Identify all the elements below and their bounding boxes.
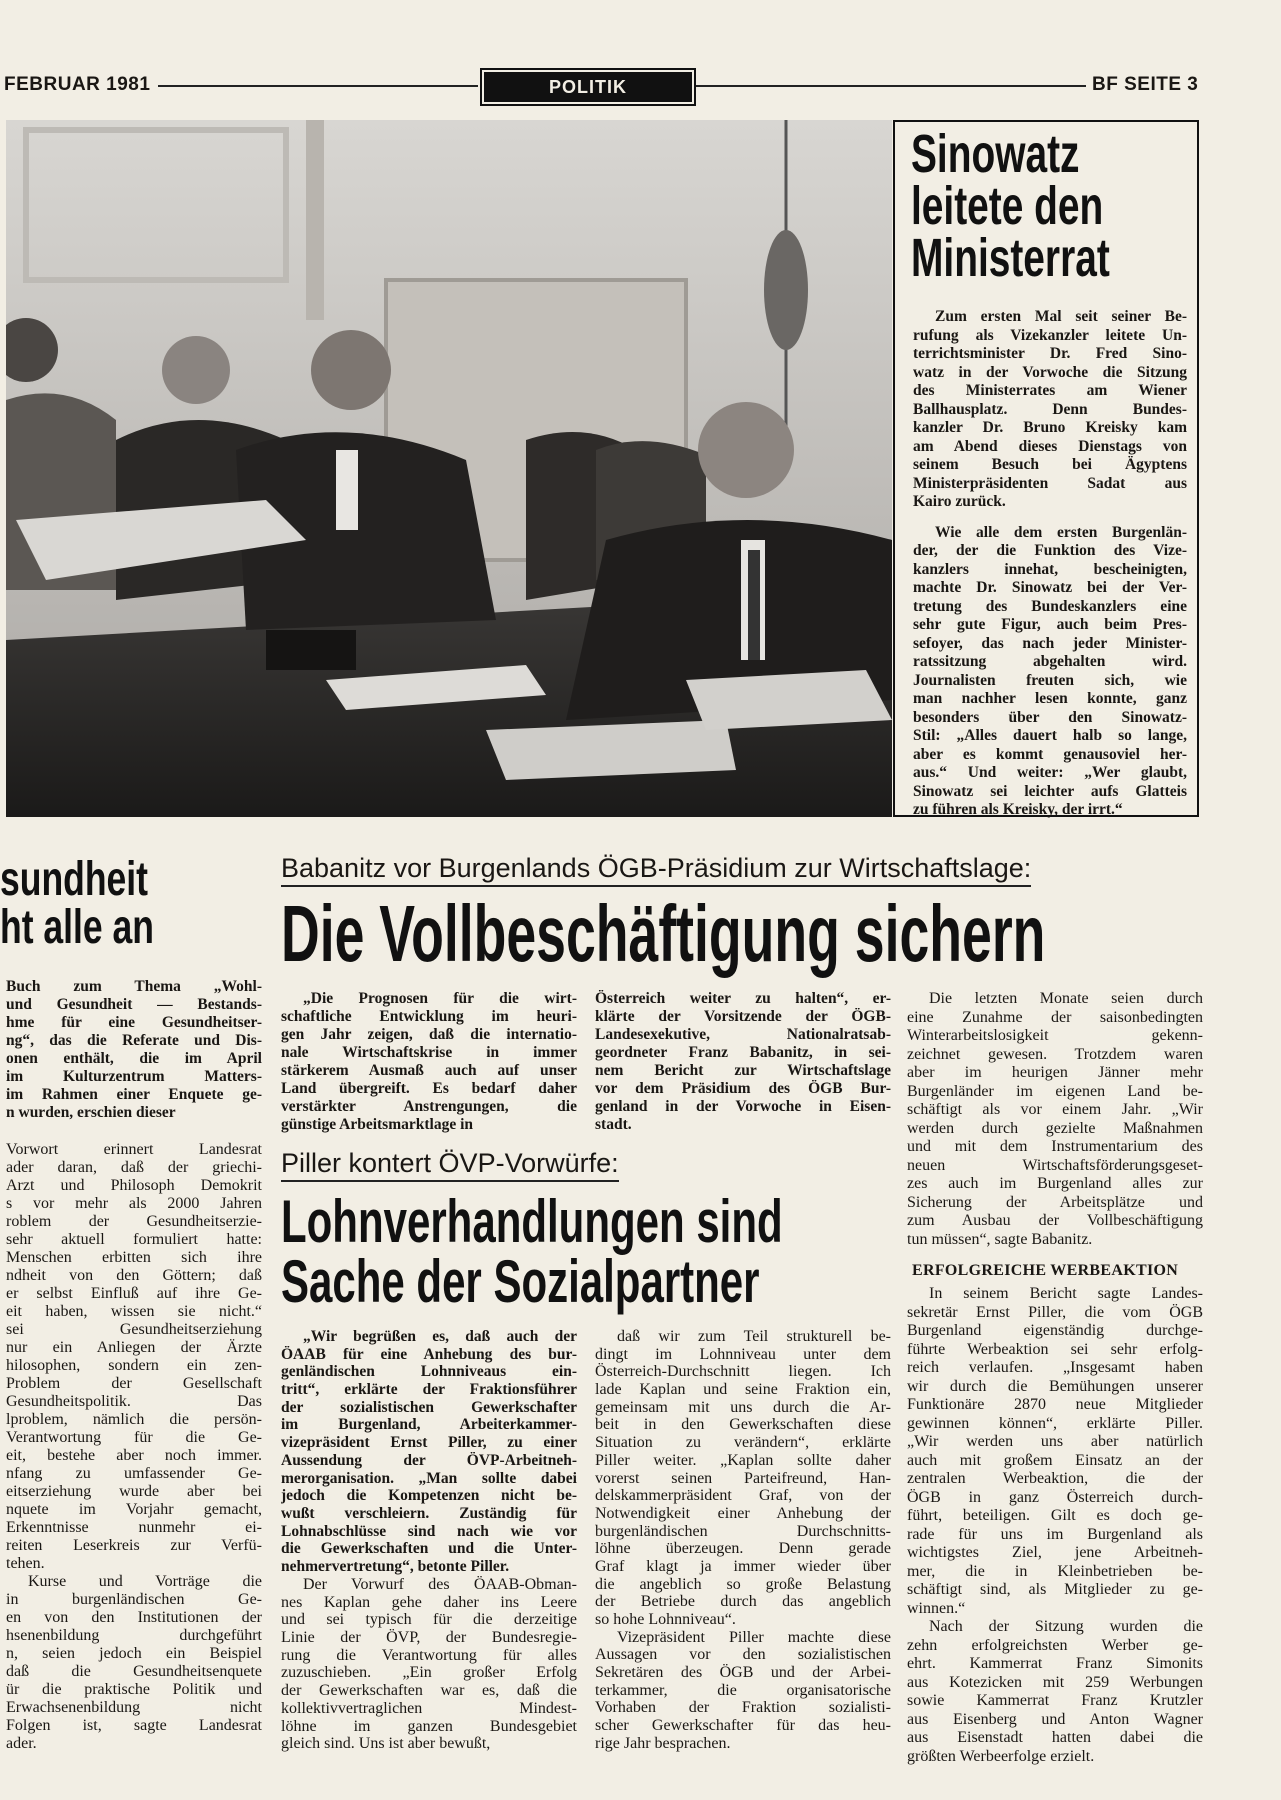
text-line: sefoyer, das nach jeder Minister- <box>913 634 1187 652</box>
text-line: tritt“, erklärte der Fraktionsführer <box>281 1381 577 1399</box>
text-line: wußt verschleiern. Zuständig für <box>281 1504 577 1522</box>
text-line: sehr aktuell formuliert hatte: <box>6 1231 262 1248</box>
text-line: Der Vorwurf des ÖAAB-Obman- <box>303 1576 577 1593</box>
text-line: aus.“ Und weiter: „Wer glaubt, <box>913 764 1187 781</box>
text-line: mer, die in Kleinbetrieben be- <box>907 1562 1203 1580</box>
text-line: kanzler Dr. Bruno Kreisky kam <box>913 419 1187 436</box>
text-line: jedoch die Kompetenzen nicht be- <box>281 1487 577 1505</box>
babanitz-kicker: Babanitz vor Burgenlands ÖGB-Präsidium zur Wirtschaftslage: <box>281 853 1031 887</box>
text-line: Notwendigkeit einer Anhebung der <box>595 1504 891 1522</box>
text-line: onen enthält, die im April <box>6 1050 262 1067</box>
text-line: aber im heurigen Jänner mehr <box>907 1064 1203 1081</box>
text-line: genland in der Vorwoche in Eisen- <box>595 1098 891 1115</box>
text-line: Aussendung der ÖVP-Arbeitneh- <box>281 1451 577 1469</box>
text-line: sekretär Ernst Piller, die vom ÖGB <box>907 1303 1203 1321</box>
paragraph <box>913 524 1187 820</box>
text-line: Gesundheitspolitik. Das <box>6 1393 262 1410</box>
text-line: scher Gewerkschafter für das heu- <box>595 1717 891 1735</box>
section-label <box>480 68 696 106</box>
text-line: sehr gute Figur, auch beim Pres- <box>913 616 1187 633</box>
sidebar-headline-line: Ministerrat <box>911 228 1110 288</box>
text-line: wichtigstes Ziel, jene Arbeitneh- <box>907 1544 1203 1561</box>
text-line: Graf klagt ja immer wieder über <box>595 1557 891 1575</box>
text-line: aus Eisenstadt hatten dabei die <box>907 1729 1203 1746</box>
text-line: des Ministerrates am Wiener <box>913 382 1187 399</box>
text-line: machte Dr. Sinowatz bei der Ver- <box>913 579 1187 596</box>
text-line: Wie alle dem ersten Burgenlän- <box>935 523 1187 541</box>
text-line: reich verlaufen. „Insgesamt haben <box>907 1359 1203 1376</box>
text-line: rung die Verantwortung für alles <box>281 1646 577 1664</box>
text-line: löhne überzeugen. Denn gerade <box>595 1540 891 1558</box>
text-line: im Rahmen einer Enquete ge- <box>6 1086 262 1103</box>
text-line: watz in der Vorwoche die Sitzung <box>913 363 1187 381</box>
text-line: Sinowatz sei leichter aufs Glatteis <box>913 782 1187 800</box>
text-line: en von den Institutionen der <box>6 1609 262 1626</box>
text-line: zum Ausbau der Vollbeschäftigung <box>907 1212 1203 1229</box>
text-line: Verantwortung für die Ge- <box>6 1429 262 1446</box>
text-line: schaftliche Entwicklung im heuri- <box>281 1008 577 1025</box>
text-line: Landesexekutive, Nationalratsab- <box>595 1026 891 1043</box>
sidebar-body <box>913 308 1187 820</box>
piller-headline <box>281 1188 998 1315</box>
text-line: Erwachsenenbildung nicht <box>6 1699 262 1716</box>
text-line: rufung als Vizekanzler leitete Un- <box>913 326 1187 344</box>
text-line: löhne im ganzen Bundesgebiet <box>281 1717 577 1735</box>
text-line: beit in den Gewerkschaften diese <box>595 1416 891 1434</box>
paragraph <box>6 978 262 1122</box>
text-line: vizepräsident Ernst Piller, zu einer <box>281 1434 577 1452</box>
left-headline-line: sundheit <box>0 853 148 906</box>
text-line: Zum ersten Mal seit seiner Be- <box>935 308 1187 325</box>
text-line: reiten Leserkreis zur Verfü- <box>6 1537 262 1554</box>
text-line: Stil: „Alles dauert halb so lange, <box>913 727 1187 744</box>
text-line: zehn erfolgreichsten Werber ge- <box>907 1636 1203 1654</box>
text-line: Aussagen vor den sozialistischen <box>595 1646 891 1664</box>
text-line: Erkenntnisse nunmehr ei- <box>6 1519 262 1536</box>
text-line: Journalisten freuten sich, wie <box>913 671 1187 689</box>
text-line: eit haben, wissen sie nicht.“ <box>6 1303 262 1320</box>
text-line: roblem der Gesundheitserzie- <box>6 1213 262 1230</box>
text-line: „Wir begrüßen es, daß auch der <box>303 1328 577 1345</box>
text-line: der sozialistischen Gewerkschafter <box>281 1398 577 1416</box>
text-line: geordneter Franz Babanitz, in sei- <box>595 1044 891 1061</box>
text-line: tretung des Bundeskanzlers eine <box>913 597 1187 615</box>
text-line: Linie der ÖVP, der Bundesregie- <box>281 1629 577 1647</box>
text-line: die Gewerkschaften und die Unter- <box>281 1540 577 1558</box>
text-line: besonders über den Sinowatz- <box>913 708 1187 726</box>
left-article-headline <box>0 853 208 954</box>
text-line: die angeblich so große Belastung <box>595 1575 891 1593</box>
text-line: ng“, das die Referate und Dis- <box>6 1032 262 1049</box>
text-line: zeichnet gewesen. Trotzdem waren <box>907 1045 1203 1063</box>
text-line: „Die Prognosen für die wirt- <box>303 990 577 1007</box>
text-line: hsenenbildung durchgeführt <box>6 1627 262 1644</box>
text-line: schäftigt sind, als Mitglieder zu ge- <box>907 1581 1203 1598</box>
babanitz-col2 <box>595 990 891 1134</box>
text-line: eit, bestehe aber noch immer. <box>6 1447 262 1464</box>
text-line: lade Kaplan und seine Fraktion ein, <box>595 1381 891 1399</box>
text-line: Winterarbeitslosigkeit gekenn- <box>907 1027 1203 1044</box>
text-line: und Gesundheit — Bestands- <box>6 996 262 1013</box>
text-line: führte Werbeaktion sei sehr erfolg- <box>907 1340 1203 1358</box>
text-line: neuen Wirtschaftsförderungsgeset- <box>907 1156 1203 1174</box>
text-line: ehrt. Kammerrat Franz Simonits <box>907 1655 1203 1672</box>
text-line: am Abend dieses Dienstags von <box>913 437 1187 455</box>
text-line: hme für eine Gesundheitser- <box>6 1014 262 1031</box>
text-line: nfang zu umfassender Ge- <box>6 1465 262 1482</box>
paragraph <box>6 1141 262 1573</box>
page-number: BF SEITE 3 <box>1092 74 1199 95</box>
left-headline-line: ht alle an <box>0 901 154 954</box>
text-line: aus Kotezicken mit 259 Werbungen <box>907 1673 1203 1691</box>
section-label-text: POLITIK <box>549 76 627 97</box>
text-line: und mit dem Instrumentarium des <box>907 1138 1203 1155</box>
text-line: in burgenländischen Ge- <box>6 1591 262 1608</box>
text-line: gen Jahr zeigen, daß die internatio- <box>281 1026 577 1043</box>
text-line: ÖGB in ganz Österreich durch- <box>907 1488 1203 1506</box>
text-line: gemeinsam mit uns durch die Ar- <box>595 1398 891 1416</box>
text-line: kollektivvertraglichen Mindest- <box>281 1699 577 1717</box>
text-line: terrichtsminister Dr. Fred Sino- <box>913 345 1187 362</box>
text-line: n wurden, erschien dieser <box>6 1104 176 1121</box>
text-line: Ballhausplatz. Denn Bundes- <box>913 400 1187 418</box>
issue-date: FEBRUAR 1981 <box>4 74 151 95</box>
text-line: zuzuschieben. „Ein großer Erfolg <box>281 1664 577 1682</box>
text-line: stadt. <box>595 1116 632 1133</box>
text-line: Situation zu verändern“, erklärte <box>595 1434 891 1452</box>
sinowatz-sidebar-box <box>893 120 1199 817</box>
text-line: stärkerem Ausmaß auch auf unser <box>281 1062 577 1079</box>
text-line: seinem Besuch bei Ägyptens <box>913 456 1187 473</box>
text-line: Kurse und Vorträge die <box>28 1573 262 1590</box>
text-line: im Kulturzentrum Matters- <box>6 1068 262 1085</box>
piller-headline-line: Sache der Sozialpartner <box>281 1248 760 1315</box>
text-line: Sicherung der Arbeitsplätze und <box>907 1193 1203 1211</box>
text-line: Land übergreift. Es bedarf daher <box>281 1080 577 1097</box>
text-line: ür die praktische Politik und <box>6 1681 262 1698</box>
text-line: aus Eisenberg und Anton Wagner <box>907 1710 1203 1728</box>
text-line: Arzt und Philosoph Demokrit <box>6 1177 262 1194</box>
babanitz-headline: Die Vollbeschäftigung sichern <box>281 889 1046 978</box>
text-line: kanzlers innehat, bescheinigten, <box>913 560 1187 578</box>
text-line: der, der die Funktion des Vize- <box>913 542 1187 559</box>
text-line: Vizepräsident Piller machte diese <box>617 1628 891 1646</box>
text-line: vorerst seinen Parteifreund, Han- <box>595 1469 891 1487</box>
text-line: Österreich-Durchschnitt liegen. Ich <box>595 1363 891 1381</box>
text-line: „Wir werden uns aber natürlich <box>907 1433 1203 1450</box>
text-line: Nach der Sitzung wurden die <box>929 1618 1203 1635</box>
text-line: nes Kaplan gehe daher ins Leere <box>281 1593 577 1611</box>
sidebar-headline-line: Sinowatz <box>911 124 1080 184</box>
babanitz-col1 <box>281 990 577 1134</box>
text-line: Vorwort erinnert Landesrat <box>6 1141 262 1158</box>
piller-col1-lead <box>281 1328 577 1576</box>
paragraph <box>907 1285 1203 1618</box>
text-line: aber es kommt genausoviel her- <box>913 745 1187 763</box>
paragraph <box>595 990 891 1134</box>
text-line: Buch zum Thema „Wohl- <box>6 978 262 995</box>
text-line: n, seien jedoch ein Beispiel <box>6 1645 262 1662</box>
piller-col1-body <box>281 1576 577 1753</box>
text-line: ÖAAB für eine Anhebung des bur- <box>281 1345 577 1363</box>
left-article-body <box>6 1141 262 1753</box>
text-line: ader. <box>6 1735 37 1752</box>
text-line: er selbst Einfluß auf ihre Ge- <box>6 1285 262 1302</box>
text-line: sowie Kammerrat Franz Krutzler <box>907 1692 1203 1709</box>
text-line: merorganisation. „Man sollte dabei <box>281 1469 577 1487</box>
text-line: Österreich weiter zu halten“, er- <box>595 990 891 1007</box>
header-rule-right <box>696 85 1086 87</box>
paragraph <box>281 1328 577 1576</box>
text-line: im Burgenland, Arbeiterkammer- <box>281 1416 577 1434</box>
text-line: sei Gesundheitserziehung <box>6 1321 262 1338</box>
text-line: man nachher lesen konnte, ganz <box>913 690 1187 707</box>
text-line: Burgenland eigenständig durchge- <box>907 1322 1203 1339</box>
text-line: Menschen erbitten sich ihre <box>6 1249 262 1266</box>
text-line: zentralen Werbeaktion, die der <box>907 1470 1203 1487</box>
piller-col2-body <box>595 1328 891 1753</box>
sidebar-headline-line: leitete den <box>911 176 1104 236</box>
piller-headline-line: Lohnverhandlungen sind <box>281 1188 783 1255</box>
text-line: zu führen als Kreisky, der irrt.“ <box>913 801 1123 818</box>
paragraph <box>595 1629 891 1753</box>
text-line: nale Wirtschaftskrise in immer <box>281 1044 577 1061</box>
text-line: der Gewerkschaften war es, daß die <box>281 1682 577 1700</box>
text-line: auch mit großem Einsatz an der <box>907 1451 1203 1469</box>
text-line: zes auch im Burgenland alles zur <box>907 1175 1203 1192</box>
sidebar-headline <box>911 124 1187 288</box>
paragraph <box>595 1328 891 1629</box>
text-line: Lohnabschlüsse sind nach wie vor <box>281 1522 577 1540</box>
text-line: ader daran, daß der griechi- <box>6 1159 262 1176</box>
paragraph <box>913 308 1187 512</box>
text-line: Vorhaben der Fraktion sozialisti- <box>595 1699 891 1717</box>
text-line: eine Zunahme der saisonbedingten <box>907 1008 1203 1026</box>
paragraph <box>281 990 577 1134</box>
text-line: Piller weiter. „Kaplan sollte daher <box>595 1451 891 1469</box>
photo-image <box>6 120 892 817</box>
text-line: nem Bericht zur Wirtschaftslage <box>595 1062 891 1079</box>
paragraph <box>6 1573 262 1753</box>
text-line: Die letzten Monate seien durch <box>929 990 1203 1007</box>
text-line: gleich sind. Uns ist aber bewußt, <box>281 1735 491 1753</box>
werbeaktion-subhead: ERFOLGREICHE WERBEAKTION <box>912 1262 1179 1279</box>
text-line: dingt im Lohnniveau unter dem <box>595 1345 891 1363</box>
text-line: tehen. <box>6 1555 45 1572</box>
text-line: winnen.“ <box>907 1599 966 1617</box>
text-line: und sei typisch für die derzeitige <box>281 1611 577 1629</box>
text-line: schäftigt als vor einem Jahr. „Wir <box>907 1101 1203 1118</box>
text-line: gewinnen können“, erklärte Piller. <box>907 1414 1203 1432</box>
left-article-lead <box>6 978 262 1122</box>
text-line: Burgenländer im eigenen Land be- <box>907 1082 1203 1100</box>
text-line: Ministerpräsidenten Sadat aus <box>913 474 1187 492</box>
text-line: tun müssen“, sagte Babanitz. <box>907 1230 1093 1248</box>
text-line: rade für uns im Burgenland als <box>907 1525 1203 1543</box>
text-line: so hohe Lohnniveau“. <box>595 1611 736 1628</box>
babanitz-col3-rest <box>907 1285 1203 1766</box>
text-line: s vor mehr als 2000 Jahren <box>6 1195 262 1212</box>
text-line: nehmervertretung“, betonte Piller. <box>281 1557 510 1575</box>
text-line: eitserziehung wurde aber bei <box>6 1483 262 1500</box>
text-line: burgenländischen Durchschnitts- <box>595 1522 891 1540</box>
text-line: lproblem, nämlich die persön- <box>6 1411 262 1428</box>
text-line: Sekretären des ÖGB und der Arbei- <box>595 1664 891 1682</box>
text-line: hilosophen, sondern ein zen- <box>6 1357 262 1374</box>
text-line: der Betriebe durch das angeblich <box>595 1593 891 1611</box>
text-line: daß wir zum Teil strukturell be- <box>617 1328 891 1345</box>
header-rule-left <box>158 85 478 87</box>
text-line: Kairo zurück. <box>913 493 1006 510</box>
text-line: führt, beteiligen. Gilt es doch ge- <box>907 1507 1203 1524</box>
text-line: genländischen Lohnniveaus ein- <box>281 1363 577 1381</box>
text-line: In seinem Bericht sagte Landes- <box>929 1285 1203 1302</box>
paragraph <box>907 1618 1203 1766</box>
text-line: rige Jahr besprachen. <box>595 1734 731 1752</box>
text-line: Funktionäre 2870 neue Mitglieder <box>907 1396 1203 1413</box>
text-line: terkammer, die organisatorische <box>595 1681 891 1699</box>
text-line: größten Werbeerfolge erzielt. <box>907 1747 1095 1765</box>
text-line: wir durch die Bemühungen unserer <box>907 1377 1203 1395</box>
text-line: klärte der Vorsitzende der ÖGB- <box>595 1008 891 1025</box>
text-line: nquete im Vorjahr gemacht, <box>6 1501 262 1518</box>
text-line: verstärkter Anstrengungen, die <box>281 1098 577 1115</box>
text-line: Problem der Gesellschaft <box>6 1375 262 1392</box>
piller-kicker: Piller kontert ÖVP-Vorwürfe: <box>281 1148 619 1182</box>
text-line: Folgen ist, sagte Landesrat <box>6 1717 262 1734</box>
text-line: ndheit von den Göttern; daß <box>6 1267 262 1284</box>
text-line: daß die Gesundheitsenquete <box>6 1663 262 1680</box>
text-line: werden durch gezielte Maßnahmen <box>907 1119 1203 1137</box>
text-line: ratssitzung abgehalten wird. <box>913 653 1187 670</box>
cabinet-meeting-photo <box>6 120 892 817</box>
text-line: vor dem Präsidium des ÖGB Bur- <box>595 1080 891 1097</box>
text-line: nur ein Anliegen der Ärzte <box>6 1339 262 1356</box>
text-line: delskammerpräsident Graf, von der <box>595 1487 891 1505</box>
text-line: günstige Arbeitsmarktlage in <box>281 1116 474 1133</box>
paragraph <box>281 1576 577 1753</box>
